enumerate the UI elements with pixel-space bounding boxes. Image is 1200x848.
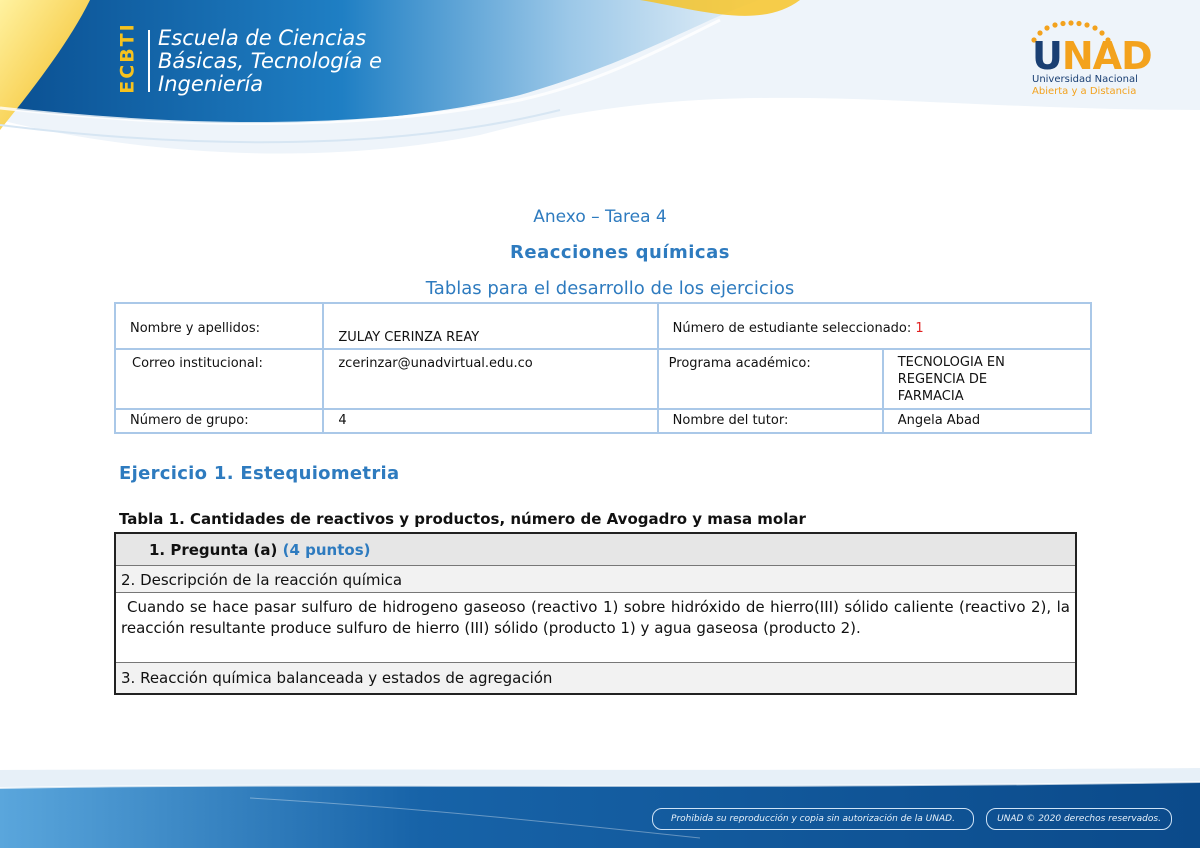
programa-value-cell <box>883 349 1091 409</box>
programa-value-line1: TECNOLOGIA EN <box>897 355 1005 370</box>
grupo-label: Número de grupo: <box>130 413 249 428</box>
school-name-line1: Escuela de Ciencias <box>158 26 367 50</box>
numero-estudiante-label: Número de estudiante seleccionado: <box>672 321 912 336</box>
logo-letters-nad: NAD <box>1061 34 1152 78</box>
grupo-value-cell <box>323 409 657 433</box>
tables-subtitle: Tablas para el desarrollo de los ejercicios <box>425 278 795 299</box>
table-row <box>115 303 1091 349</box>
nombre-label: Nombre y apellidos: <box>130 321 261 336</box>
nombre-value: ZULAY CERINZA REAY <box>338 330 480 345</box>
programa-label-cell <box>658 349 883 409</box>
ecbti-acronym-text: ECBTI <box>117 22 139 94</box>
question-points: (4 puntos) <box>282 541 371 559</box>
question-header-row <box>116 534 1075 566</box>
annex-title: Anexo – Tarea 4 <box>533 207 667 227</box>
programa-value-line3: FARMACIA <box>897 389 964 404</box>
logo-subtitle-2: Abierta y a Distancia <box>1032 86 1137 97</box>
logo-subtitle-1: Universidad Nacional <box>1032 74 1138 85</box>
topic-title: Reacciones químicas <box>510 242 730 263</box>
correo-value: zcerinzar@unadvirtual.edu.co <box>338 356 533 371</box>
tutor-value: Angela Abad <box>897 413 981 428</box>
balanced-reaction-row <box>116 663 1075 693</box>
student-info-table <box>114 302 1092 434</box>
rights-notice: UNAD © 2020 derechos reservados. <box>986 808 1172 830</box>
exercise-title: Ejercicio 1. Estequiometria <box>119 463 400 484</box>
numero-estudiante-cell <box>658 303 1091 349</box>
numero-estudiante-value: 1 <box>915 321 924 336</box>
school-name-line2: Básicas, Tecnología e <box>158 49 382 73</box>
programa-value-line2: REGENCIA DE <box>897 372 988 387</box>
school-name-line3: Ingeniería <box>158 72 264 96</box>
grupo-label-cell <box>115 409 323 433</box>
copyright-notice: Prohibida su reproducción y copia sin autorización de la UNAD. <box>652 808 974 830</box>
logo-wordmark <box>1032 34 1152 78</box>
description-header-row <box>116 566 1075 593</box>
tutor-value-cell <box>883 409 1091 433</box>
ecbti-acronym <box>113 22 143 94</box>
tutor-label: Nombre del tutor: <box>672 413 789 428</box>
school-name <box>158 27 382 96</box>
description-text: Cuando se hace pasar sulfuro de hidrogeno gaseoso (reactivo 1) sobre hidróxido de hierro(III) sólido caliente (reactivo 2), la reacción resultante produce sulfuro de hierro (III) sólido (producto 1) y agua gaseosa (producto 2). <box>121 598 1070 637</box>
question-label: 1. Pregunta (a) <box>149 541 278 559</box>
tutor-label-cell <box>658 409 883 433</box>
header-banner <box>0 0 1200 175</box>
grupo-value: 4 <box>338 413 347 428</box>
balanced-reaction-label: 3. Reacción química balanceada y estados de agregación <box>121 669 553 687</box>
correo-label: Correo institucional: <box>132 356 263 371</box>
unad-logo <box>1028 20 1158 100</box>
table-row <box>115 409 1091 433</box>
programa-label: Programa académico: <box>668 356 811 371</box>
table-row <box>115 349 1091 409</box>
correo-value-cell <box>323 349 657 409</box>
correo-label-cell <box>115 349 323 409</box>
description-label: 2. Descripción de la reacción química <box>121 571 403 589</box>
table-caption: Tabla 1. Cantidades de reactivos y productos, número de Avogadro y masa molar <box>119 510 806 528</box>
exercise-table <box>114 532 1077 695</box>
description-text-row <box>116 593 1075 663</box>
nombre-label-cell <box>115 303 323 349</box>
nombre-value-cell <box>323 303 657 349</box>
logo-letter-u: U <box>1032 34 1062 78</box>
divider <box>148 30 150 92</box>
